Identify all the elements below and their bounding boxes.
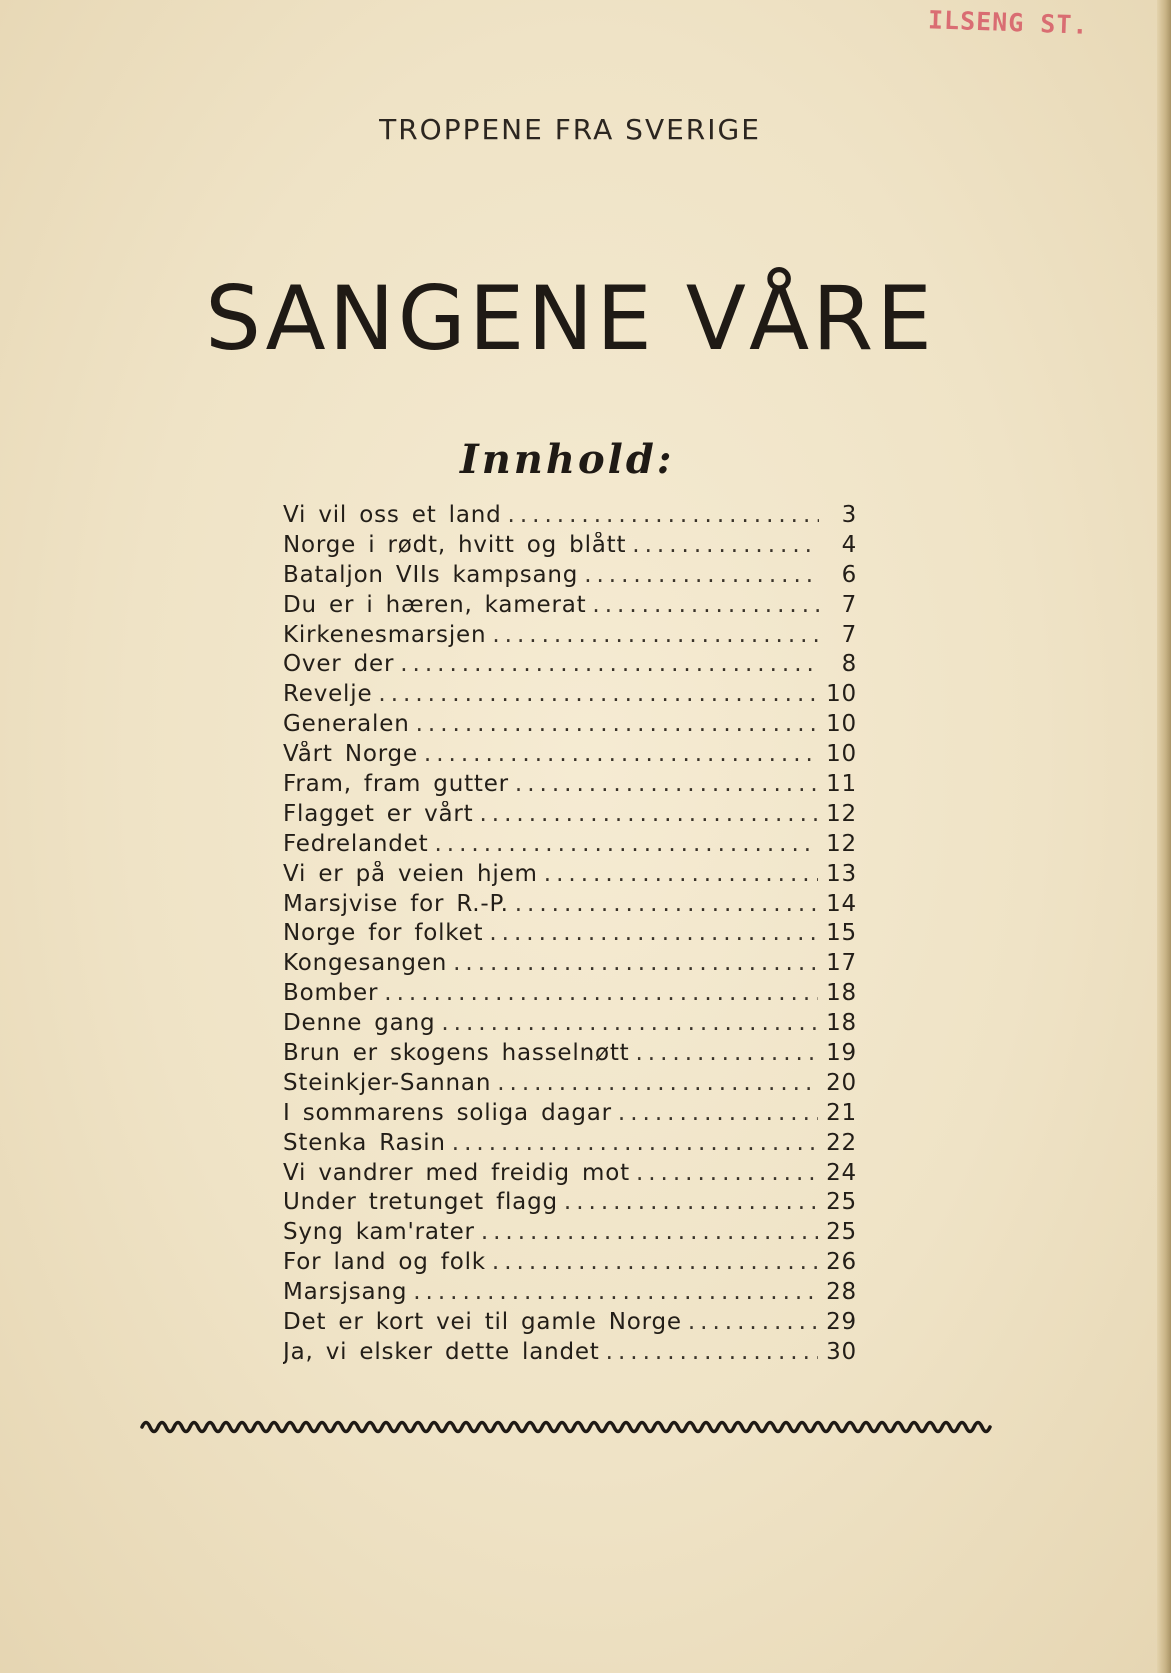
- toc-entry-page: 30: [826, 1338, 857, 1365]
- toc-entry-title: Norge i rødt, hvitt og blått: [283, 531, 627, 558]
- toc-entry: [283, 801, 857, 831]
- toc-entry: [283, 831, 857, 861]
- toc-entry-page: 15: [826, 920, 857, 947]
- toc-entry: [283, 502, 857, 532]
- toc-leader-dots: [497, 1070, 818, 1096]
- toc-leader-dots: [384, 980, 818, 1006]
- toc-entry-title: Det er kort vei til gamle Norge: [283, 1309, 682, 1336]
- toc-entry: [283, 950, 857, 980]
- toc-entry: [283, 920, 857, 950]
- toc-leader-dots: [515, 771, 818, 797]
- toc-entry-page: 29: [826, 1309, 857, 1336]
- toc-leader-dots: [508, 502, 819, 528]
- toc-entry-page: 12: [826, 830, 857, 857]
- toc-entry-page: 8: [841, 651, 857, 678]
- toc-leader-dots: [618, 1100, 818, 1126]
- toc-entry-title: For land og folk: [283, 1249, 486, 1276]
- toc-entry: [283, 1279, 857, 1309]
- toc-entry-title: Vårt Norge: [283, 741, 418, 768]
- toc-leader-dots: [515, 891, 818, 917]
- toc-entry: [283, 681, 857, 711]
- toc-entry: [283, 711, 857, 741]
- toc-entry-page: 3: [841, 502, 857, 528]
- toc-entry-title: Bataljon VIIs kampsang: [283, 561, 579, 588]
- toc-entry-page: 18: [826, 1010, 857, 1037]
- toc-entry-title: Kirkenesmarsjen: [283, 621, 487, 648]
- toc-entry-title: Marsjsang: [283, 1279, 408, 1306]
- toc-entry-title: Du er i hæren, kamerat: [283, 591, 587, 618]
- toc-entry-title: Under tretunget flagg: [283, 1189, 558, 1216]
- toc-entry-page: 25: [826, 1219, 857, 1246]
- toc-entry-title: Fedrelandet: [283, 830, 429, 857]
- toc-entry: [283, 1130, 857, 1160]
- toc-entry: [283, 1189, 857, 1219]
- toc-leader-dots: [544, 861, 818, 887]
- toc-entry-title: Bomber: [283, 980, 379, 1007]
- toc-entry: [283, 562, 857, 592]
- toc-entry-page: 12: [826, 800, 857, 827]
- toc-entry: [283, 980, 857, 1010]
- toc-leader-dots: [378, 681, 818, 707]
- toc-entry: [283, 1309, 857, 1339]
- toc-entry-page: 7: [841, 591, 857, 618]
- toc-entry-title: Revelje: [283, 681, 373, 708]
- toc-leader-dots: [492, 1249, 818, 1275]
- toc-entry: [283, 592, 857, 622]
- wavy-ornament: [138, 1415, 998, 1439]
- toc-entry-title: Flagget er vårt: [283, 800, 474, 827]
- toc-entry: [283, 1339, 857, 1369]
- toc-entry-page: 20: [826, 1069, 857, 1096]
- toc-leader-dots: [489, 920, 818, 946]
- toc-leader-dots: [453, 950, 818, 976]
- toc-entry-title: Marsjvise for R.-P.: [283, 890, 509, 917]
- toc-entry: [283, 1160, 857, 1190]
- toc-entry: [283, 532, 857, 562]
- toc-entry-page: 26: [826, 1249, 857, 1276]
- toc-leader-dots: [480, 801, 819, 827]
- toc-leader-dots: [452, 1130, 818, 1156]
- toc-entry-page: 21: [826, 1099, 857, 1126]
- toc-entry-title: Steinkjer-Sannan: [283, 1069, 492, 1096]
- toc-entry-page: 7: [841, 621, 857, 648]
- toc-entry-page: 11: [826, 771, 857, 798]
- toc-leader-dots: [481, 1219, 818, 1245]
- toc-leader-dots: [564, 1189, 818, 1215]
- toc-entry-page: 10: [826, 741, 857, 768]
- toc-leader-dots: [632, 532, 819, 558]
- toc-entry-title: Brun er skogens hasselnøtt: [283, 1040, 630, 1067]
- toc-entry-page: 13: [826, 860, 857, 887]
- toc-entry-title: Stenka Rasin: [283, 1129, 446, 1156]
- toc-entry-page: 10: [826, 711, 857, 738]
- toc-leader-dots: [636, 1160, 818, 1186]
- library-stamp: ILSENG ST.: [927, 5, 1089, 40]
- toc-entry-title: Vi vandrer med freidig mot: [283, 1159, 630, 1186]
- toc-leader-dots: [584, 562, 819, 588]
- toc-entry-title: Norge for folket: [283, 920, 484, 947]
- toc-leader-dots: [416, 711, 819, 737]
- toc-entry: [283, 1219, 857, 1249]
- toc-leader-dots: [441, 1010, 818, 1036]
- toc-entry-page: 4: [841, 531, 857, 558]
- table-of-contents: [283, 502, 857, 1369]
- toc-entry-title: Kongesangen: [283, 950, 448, 977]
- toc-leader-dots: [606, 1339, 818, 1365]
- page-title: SANGENE VÅRE: [205, 266, 935, 370]
- toc-entry: [283, 1070, 857, 1100]
- toc-entry-page: 22: [826, 1129, 857, 1156]
- toc-leader-dots: [688, 1309, 818, 1335]
- toc-entry-title: Syng kam'rater: [283, 1219, 475, 1246]
- toc-entry-title: I sommarens soliga dagar: [283, 1099, 612, 1126]
- toc-entry-title: Denne gang: [283, 1010, 436, 1037]
- toc-entry: [283, 741, 857, 771]
- toc-entry-title: Over der: [283, 651, 395, 678]
- toc-leader-dots: [400, 651, 819, 677]
- toc-entry-title: Ja, vi elsker dette landet: [283, 1338, 600, 1365]
- toc-entry: [283, 1100, 857, 1130]
- toc-entry-page: 14: [826, 890, 857, 917]
- toc-entry: [283, 1010, 857, 1040]
- toc-entry-page: 24: [826, 1159, 857, 1186]
- toc-entry: [283, 861, 857, 891]
- toc-leader-dots: [492, 622, 819, 648]
- toc-entry: [283, 1040, 857, 1070]
- toc-entry-page: 18: [826, 980, 857, 1007]
- page-subtitle: TROPPENE FRA SVERIGE: [379, 113, 761, 146]
- toc-entry: [283, 891, 857, 921]
- toc-entry-page: 28: [826, 1279, 857, 1306]
- toc-heading: Innhold:: [460, 436, 675, 483]
- toc-entry-title: Vi er på veien hjem: [283, 860, 538, 887]
- toc-entry-title: Fram, fram gutter: [283, 771, 509, 798]
- page-edge: [1157, 0, 1171, 1673]
- toc-leader-dots: [635, 1040, 818, 1066]
- toc-entry-page: 25: [826, 1189, 857, 1216]
- toc-leader-dots: [592, 592, 819, 618]
- toc-entry-page: 17: [826, 950, 857, 977]
- toc-leader-dots: [434, 831, 818, 857]
- toc-entry-page: 19: [826, 1040, 857, 1067]
- toc-entry: [283, 1249, 857, 1279]
- toc-entry: [283, 651, 857, 681]
- toc-entry: [283, 622, 857, 652]
- toc-leader-dots: [413, 1279, 818, 1305]
- toc-entry: [283, 771, 857, 801]
- toc-leader-dots: [424, 741, 818, 767]
- toc-entry-page: 10: [826, 681, 857, 708]
- toc-entry-title: Vi vil oss et land: [283, 502, 502, 528]
- toc-entry-title: Generalen: [283, 711, 410, 738]
- toc-entry-page: 6: [841, 561, 857, 588]
